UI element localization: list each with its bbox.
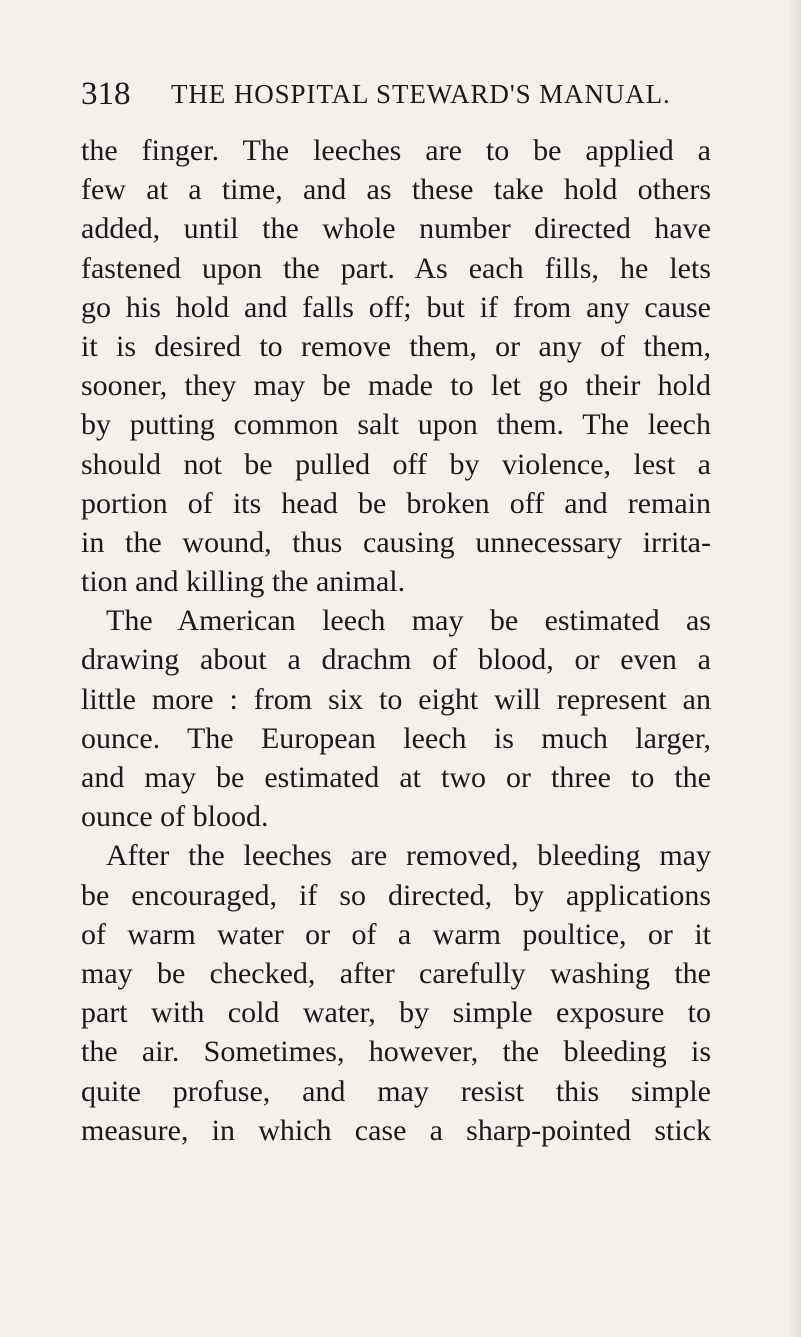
text-line: the air. Sometimes, however, the bleeding is [81,1035,711,1069]
text-line: the finger. The leeches are to be applied a [81,134,711,167]
text-line: go his hold and falls off; but if from any cause [81,290,711,324]
paragraph-end-line: ounce of blood. [81,800,269,834]
text-line: fastened upon the part. As each fills, he lets [81,251,711,285]
text-line: drawing about a drachm of blood, or even a [81,643,711,677]
text-line: measure, in which case a sharp-pointed stick [81,1113,711,1147]
text-line: be encouraged, if so directed, by applications [81,878,711,912]
text-line: by putting common salt upon them. The leech [81,408,711,442]
text-line: part with cold water, by simple exposure to [81,996,711,1030]
page-edge-shadow [787,0,801,1337]
text-line: few at a time, and as these take hold others [81,173,711,207]
text-line: portion of its head be broken off and remain [81,486,711,520]
paragraph-end-line: tion and killing the animal. [81,565,406,599]
text-line: it is desired to remove them, or any of them, [81,329,711,363]
text-line: added, until the whole number directed have [81,212,711,246]
paragraph-start-line: After the leeches are removed, bleeding may [106,839,711,873]
text-line: and may be estimated at two or three to the [81,761,711,794]
paragraph-start-line: The American leech may be estimated as [106,604,711,638]
text-line: sooner, they may be made to let go their hold [81,369,711,403]
body-text [81,131,711,1150]
running-head [81,74,721,114]
text-line: of warm water or of a warm poultice, or it [81,917,711,951]
running-title: THE HOSPITAL STEWARD'S MANUAL. [171,79,671,109]
text-line: may be checked, after carefully washing the [81,956,711,990]
text-line: little more : from six to eight will represent an [81,682,711,716]
page-number: 318 [81,76,131,112]
text-line: quite profuse, and may resist this simple [81,1074,711,1108]
text-line: in the wound, thus causing unnecessary irrita- [81,525,711,559]
text-line: should not be pulled off by violence, lest a [81,447,711,481]
text-line: ounce. The European leech is much larger, [81,721,711,755]
